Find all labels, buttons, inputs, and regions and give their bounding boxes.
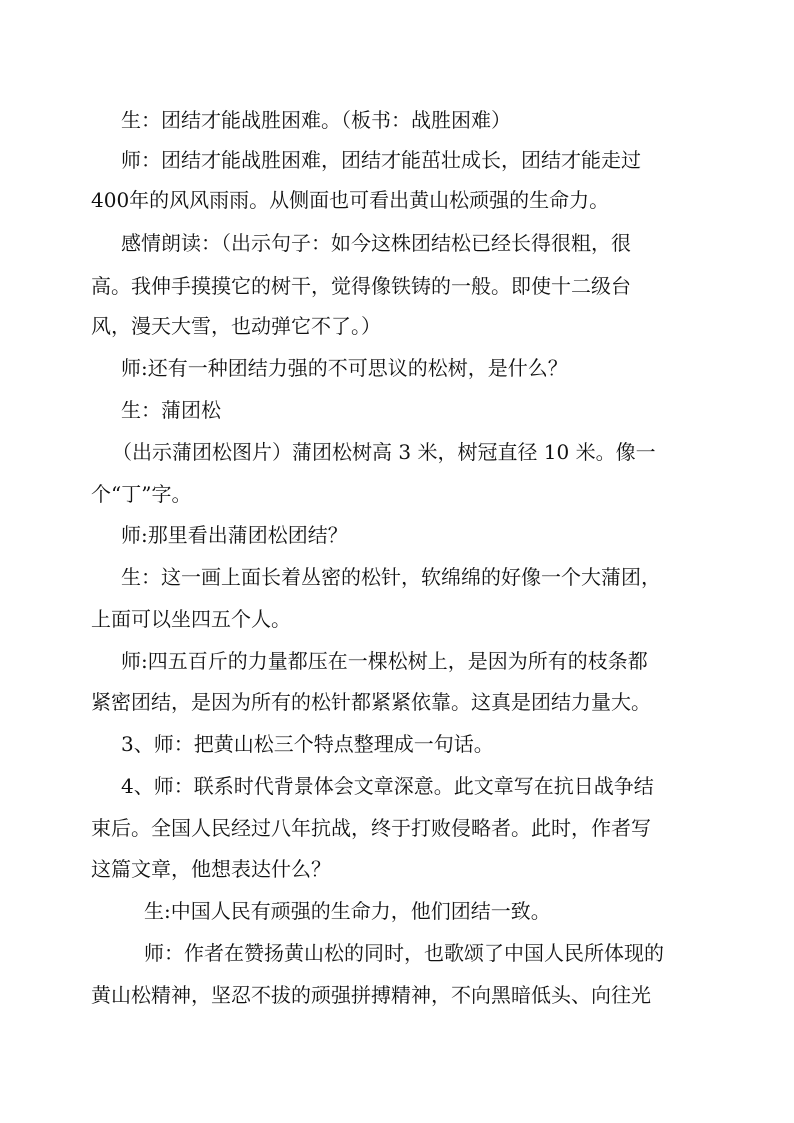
text-line: 紧密团结，是因为所有的松针都紧紧依靠。这真是团结力量大。 xyxy=(91,690,651,714)
text-line: 生：蒲团松 xyxy=(121,398,221,422)
text-line: 师：作者在赞扬黄山松的同时，也歌颂了中国人民所体现的 xyxy=(144,941,664,965)
text-line: 4、师：联系时代背景体会文章深意。此文章写在抗日战争结 xyxy=(121,774,654,798)
text-line: 师：团结才能战胜困难，团结才能茁壮成长，团结才能走过 xyxy=(121,148,641,172)
text-line: 束后。全国人民经过八年抗战，终于打败侵略者。此时，作者写 xyxy=(91,816,651,840)
text-line: 感情朗读：（出示句子：如今这株团结松已经长得很粗，很 xyxy=(121,231,631,255)
text-line: 生：团结才能战胜困难。（板书：战胜困难） xyxy=(121,108,511,132)
text-line: 师:四五百斤的力量都压在一棵松树上，是因为所有的枝条都 xyxy=(121,649,648,673)
text-line: 400年的风风雨雨。从侧面也可看出黄山松顽强的生命力。 xyxy=(91,188,610,212)
text-line: 师:还有一种团结力强的不可思议的松树，是什么？ xyxy=(121,356,568,380)
text-line: 上面可以坐四五个人。 xyxy=(91,607,291,631)
text-line: 3、师：把黄山松三个特点整理成一句话。 xyxy=(121,732,494,756)
text-line: 生:中国人民有顽强的生命力，他们团结一致。 xyxy=(144,899,551,923)
text-line: 生：这一画上面长着丛密的松针，软绵绵的好像一个大蒲团， xyxy=(121,565,661,589)
text-line: 师:那里看出蒲团松团结？ xyxy=(121,523,348,547)
text-line: （出示蒲团松图片）蒲团松树高 3 米，树冠直径 10 米。像一 xyxy=(112,440,656,464)
text-line: 个“丁”字。 xyxy=(91,482,192,506)
text-line: 这篇文章，他想表达什么？ xyxy=(91,857,331,881)
text-line: 黄山松精神，坚忍不拔的顽强拼搏精神，不向黑暗低头、向往光 xyxy=(91,983,651,1007)
text-line: 高。我伸手摸摸它的树干，觉得像铁铸的一般。即使十二级台 xyxy=(91,274,631,298)
text-line: 风，漫天大雪，也动弹它不了。） xyxy=(91,314,381,338)
